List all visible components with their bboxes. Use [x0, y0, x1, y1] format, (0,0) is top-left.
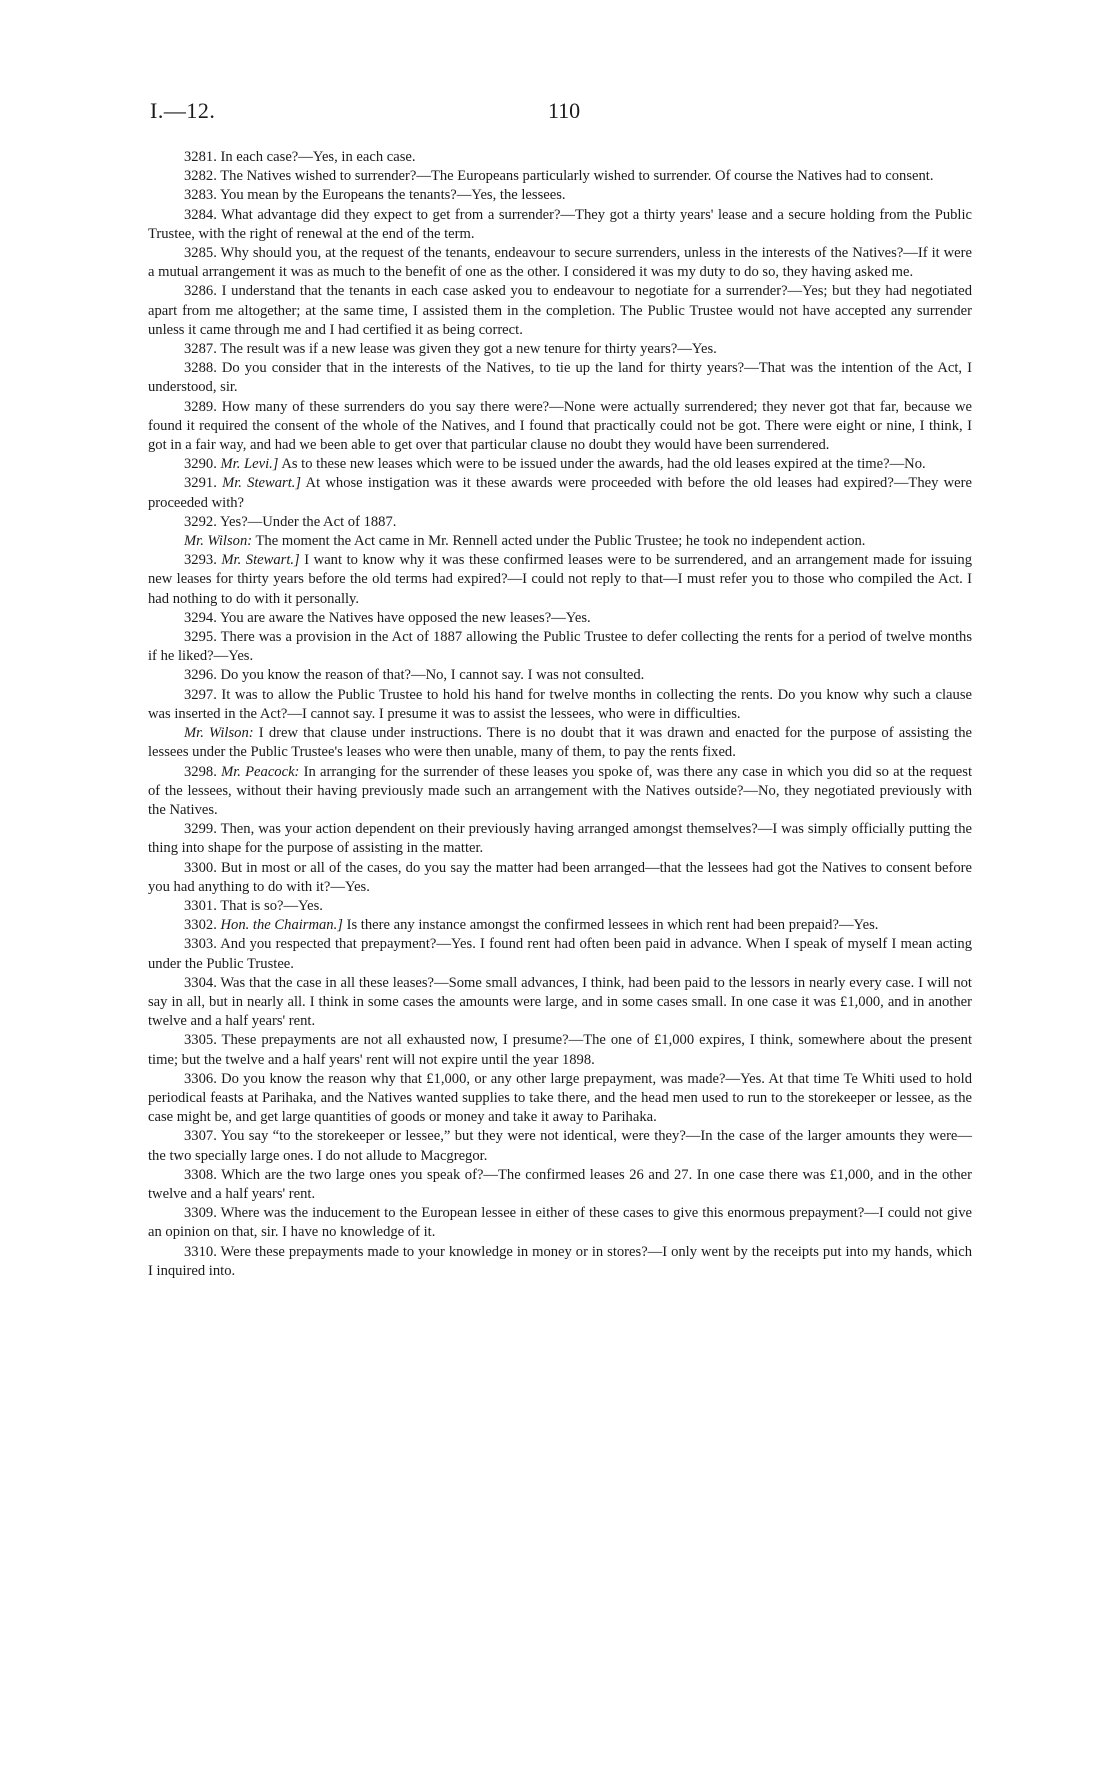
- page-number: 110: [548, 98, 581, 123]
- paragraph-text: What advantage did they expect to get from a surrender?—They got a thirty years' lease and a secure holding from the Public Trustee, with the right of renewal at the end of the term.: [148, 206, 972, 242]
- paragraph-text: Is there any instance amongst the confirmed lessees in which rent had been prepaid?—Yes.: [346, 917, 879, 934]
- question-number: 3283.: [184, 187, 217, 204]
- paragraph-text: As to these new leases which were to be issued under the awards, had the old leases expired at the time?—No.: [281, 456, 926, 473]
- page-header: [150, 98, 964, 128]
- testimony-paragraph: [148, 1127, 972, 1165]
- question-number: 3296.: [184, 667, 217, 684]
- question-number: 3300.: [184, 859, 217, 876]
- testimony-paragraph: [148, 935, 972, 973]
- question-number: 3293.: [184, 552, 217, 569]
- question-number: 3306.: [184, 1070, 217, 1087]
- paragraph-text: Why should you, at the request of the tenants, endeavour to secure surrenders, unless in the interests of the Natives?—If it were a mutual arrangement it was as much to the benefit of one as the other. I considered it was my duty to do so, they having asked me.: [148, 245, 972, 281]
- paragraph-text: You say “to the storekeeper or lessee,” but they were not identical, were they?—In the case of the larger amounts they were—the two specially large ones. I do not allude to Macgregor.: [148, 1128, 973, 1164]
- testimony-paragraph: [148, 398, 972, 456]
- testimony-paragraph: [148, 474, 972, 512]
- paragraph-text: Do you know the reason of that?—No, I cannot say. I was not consulted.: [220, 667, 645, 684]
- testimony-paragraph: [148, 513, 972, 532]
- paragraph-text: Do you know the reason why that £1,000, or any other large prepayment, was made?—Yes. At that time Te Whiti used to hold periodical feasts at Parihaka, and the Natives wanted supplies to take there, and the head men used to run to the storekeeper or lessee, as the case might be, and get large quantities of goods or money and take it away to Parihaka.: [148, 1070, 972, 1126]
- question-number: 3305.: [184, 1032, 217, 1049]
- paragraph-text: The Natives wished to surrender?—The Europeans particularly wished to surrender. Of course the Natives had to consent.: [220, 168, 934, 185]
- speaker-name: Mr. Wilson:: [184, 725, 254, 742]
- testimony-paragraph: [148, 359, 972, 397]
- question-number: 3292.: [184, 513, 217, 530]
- question-number: 3308.: [184, 1166, 217, 1183]
- testimony-paragraph: [148, 763, 972, 821]
- paragraph-text: Do you consider that in the interests of the Natives, to tie up the land for thirty years?—That was the intention of the Act, I understood, sir.: [148, 360, 972, 396]
- paragraph-text: And you respected that prepayment?—Yes. I found rent had often been paid in advance. When I speak of myself I mean acting under the Public Trustee.: [148, 936, 972, 972]
- testimony-paragraph: [148, 282, 972, 340]
- paragraph-text: Was that the case in all these leases?—Some small advances, I think, had been paid to the lessors in nearly every case. I will not say in all, but in nearly all. I think in some cases the amounts were large, and in some cases small. In one case it was £1,000, and in another twelve and a half years' rent.: [148, 974, 972, 1030]
- testimony-paragraph: [148, 186, 972, 205]
- testimony-paragraph: [148, 820, 972, 858]
- paragraph-text: At whose instigation was it these awards were proceeded with before the old leases had expired?—They were proceeded with?: [148, 475, 972, 511]
- question-number: 3301.: [184, 897, 217, 914]
- paragraph-text: The result was if a new lease was given they got a new tenure for thirty years?—Yes.: [220, 341, 717, 358]
- question-number: 3298.: [184, 763, 217, 780]
- speaker-name: Mr. Peacock:: [221, 763, 300, 780]
- paragraph-text: I understand that the tenants in each case asked you to endeavour to negotiate for a surrender?—Yes; but they had negotiated apart from me altogether; at the same time, I assisted them in the completion. The Public Trustee would not have accepted any surrender unless it came through me and I had certified it as being correct.: [148, 283, 972, 338]
- paragraph-text: In arranging for the surrender of these leases you spoke of, was there any case in which you did so at the request of the lessees, without their having previously made such an arrangement with the Natives outside?—No, they negotiated previously with the Natives.: [148, 763, 973, 818]
- question-number: 3299.: [184, 821, 217, 838]
- paragraph-text: It was to allow the Public Trustee to hold his hand for twelve months in collecting the rents. Do you know why such a clause was inserted in the Act?—I cannot say. I presume it was to assist the lessees, who were in difficulties.: [148, 686, 972, 722]
- testimony-body: [148, 148, 972, 1281]
- testimony-paragraph: [148, 244, 972, 282]
- paragraph-text: You mean by the Europeans the tenants?—Yes, the lessees.: [219, 187, 566, 204]
- testimony-paragraph: [148, 666, 972, 685]
- paragraph-text: Then, was your action dependent on their previously having arranged amongst themselves?—I was simply officially putting the thing into shape for the purpose of assisting in the matter.: [148, 821, 972, 857]
- question-number: 3310.: [184, 1243, 217, 1260]
- testimony-paragraph: [148, 167, 972, 186]
- question-number: 3286.: [184, 283, 217, 300]
- testimony-paragraph: [148, 724, 972, 762]
- testimony-paragraph: [148, 340, 972, 359]
- testimony-paragraph: [148, 148, 972, 167]
- paragraph-text: These prepayments are not all exhausted now, I presume?—The one of £1,000 expires, I think, somewhere about the present time; but the twelve and a half years' rent will not expire until the year 1898.: [148, 1032, 972, 1068]
- speaker-name: Hon. the Chairman.]: [220, 917, 343, 934]
- question-number: 3282.: [184, 168, 217, 185]
- question-number: 3281.: [184, 149, 217, 165]
- testimony-paragraph: [148, 1204, 972, 1242]
- question-number: 3290.: [184, 456, 217, 473]
- speaker-name: Mr. Wilson:: [184, 533, 253, 550]
- question-number: 3291.: [184, 475, 217, 492]
- question-number: 3288.: [184, 360, 217, 377]
- testimony-paragraph: [148, 628, 972, 666]
- testimony-paragraph: [148, 1070, 972, 1128]
- question-number: 3297.: [184, 686, 217, 703]
- paragraph-text: Yes?—Under the Act of 1887.: [219, 513, 397, 530]
- question-number: 3309.: [184, 1205, 217, 1222]
- paragraph-text: I want to know why it was these confirmed leases were to be surrendered, and an arrangement made for issuing new leases for thirty years before the old terms had expired?—I could not reply to that—I must refer you to those who compiled the Act. I had nothing to do with it personally.: [148, 552, 972, 607]
- testimony-paragraph: [148, 897, 972, 916]
- paragraph-text: Which are the two large ones you speak of?—The confirmed leases 26 and 27. In one case there was £1,000, and in the other twelve and a half years' rent.: [148, 1166, 972, 1202]
- question-number: 3304.: [184, 974, 217, 991]
- speaker-name: Mr. Levi.]: [220, 456, 279, 473]
- testimony-paragraph: [148, 551, 972, 609]
- paragraph-text: But in most or all of the cases, do you say the matter had been arranged—that the lessees had got the Natives to consent before you had anything to do with it?—Yes.: [148, 859, 972, 895]
- question-number: 3302.: [184, 917, 217, 934]
- paragraph-text: Were these prepayments made to your knowledge in money or in stores?—I only went by the receipts put into my hands, which I inquired into.: [148, 1243, 973, 1279]
- testimony-paragraph: [148, 859, 972, 897]
- question-number: 3307.: [184, 1128, 217, 1145]
- question-number: 3284.: [184, 206, 217, 223]
- testimony-paragraph: [148, 1166, 972, 1204]
- testimony-paragraph: [148, 1243, 972, 1281]
- testimony-paragraph: [148, 916, 972, 935]
- paragraph-text: There was a provision in the Act of 1887 allowing the Public Trustee to defer collecting the rents for a period of twelve months if he liked?—Yes.: [148, 629, 972, 665]
- speaker-name: Mr. Stewart.]: [222, 475, 302, 492]
- question-number: 3285.: [184, 245, 217, 262]
- testimony-paragraph: [148, 1031, 972, 1069]
- paragraph-text: Where was the inducement to the European lessee in either of these cases to give this enormous prepayment?—I could not give an opinion on that, sir. I have no knowledge of it.: [148, 1205, 972, 1241]
- paragraph-text: I drew that clause under instructions. There is no doubt that it was drawn and enacted for the purpose of assisting the lessees under the Public Trustee's leases who were then unable, many of them, to pay the rents fixed.: [148, 725, 972, 761]
- paragraph-text: How many of these surrenders do you say there were?—None were actually surrendered; they never got that far, because we found it required the consent of the whole of the Natives, and I found that practically could not be got. There were eight or nine, I think, I got in a fair way, and had we been able to get over that particular clause no doubt they would have been surrendered.: [148, 398, 973, 454]
- paragraph-text: The moment the Act came in Mr. Rennell acted under the Public Trustee; he took no independent action.: [255, 533, 866, 550]
- testimony-paragraph: [148, 686, 972, 724]
- question-number: 3289.: [184, 398, 217, 415]
- paragraph-text: In each case?—Yes, in each case.: [220, 149, 416, 165]
- document-reference: I.—12.: [150, 98, 216, 123]
- question-number: 3294.: [184, 609, 217, 626]
- question-number: 3287.: [184, 341, 217, 358]
- testimony-paragraph: [148, 206, 972, 244]
- testimony-paragraph: [148, 974, 972, 1032]
- speaker-name: Mr. Stewart.]: [221, 552, 300, 569]
- question-number: 3295.: [184, 629, 217, 646]
- testimony-paragraph: [148, 532, 972, 551]
- paragraph-text: You are aware the Natives have opposed the new leases?—Yes.: [219, 609, 591, 626]
- testimony-paragraph: [148, 455, 972, 474]
- paragraph-text: That is so?—Yes.: [220, 897, 323, 914]
- question-number: 3303.: [184, 936, 217, 953]
- testimony-paragraph: [148, 609, 972, 628]
